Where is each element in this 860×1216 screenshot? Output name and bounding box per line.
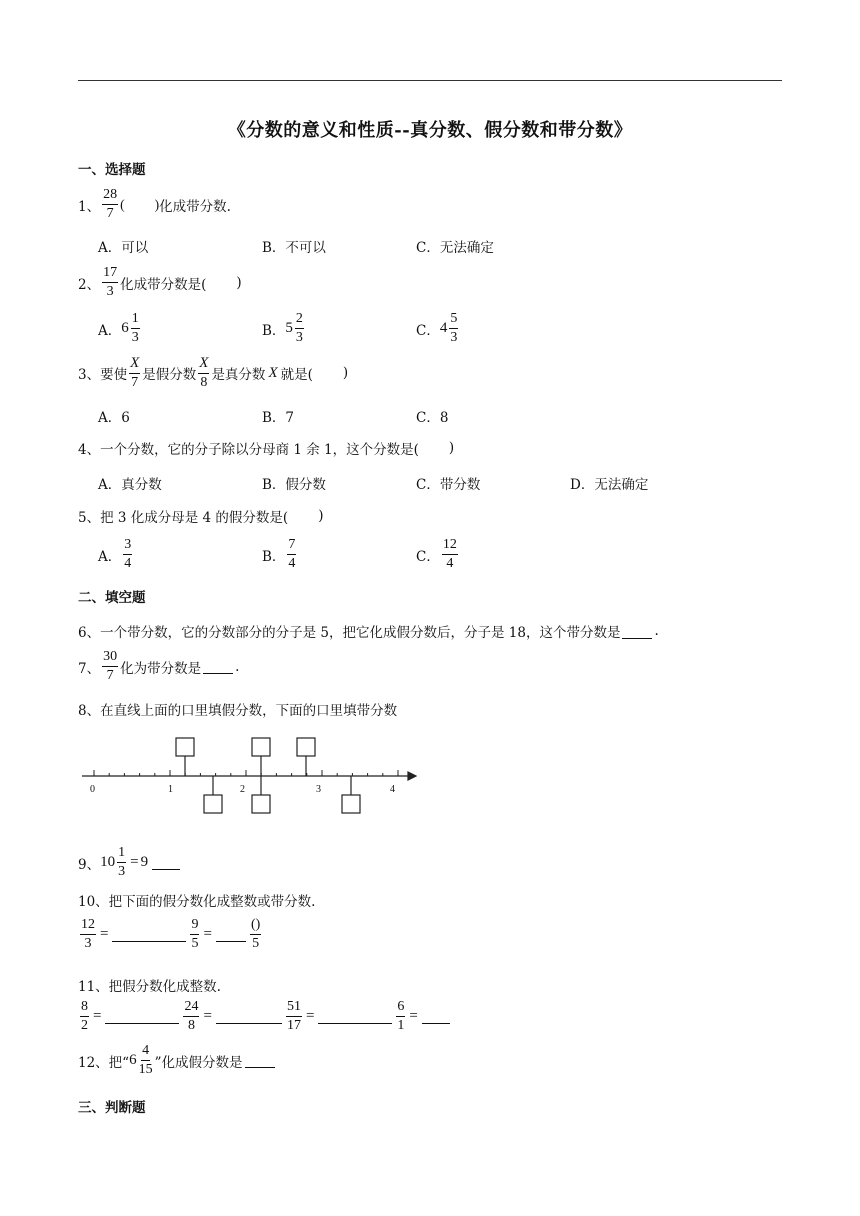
option-b[interactable]: B．假分数 [262,477,326,493]
option-b[interactable]: B．7 [262,410,295,426]
section-heading-fill: 二、填空题 [78,590,146,606]
tick-label-4: 4 [390,784,395,795]
answer-blank[interactable] [152,855,180,870]
question-4: 4、一个分数，它的分子除以分母商 1 余 1，这个分数是( ) [78,440,455,458]
answer-box-below[interactable] [204,795,222,813]
answer-blank[interactable] [245,1053,275,1068]
fraction: $\frac{28}{7}$ [103,187,118,221]
option-a[interactable]: A．真分数 [98,477,162,493]
tick-label-2: 2 [240,784,245,795]
answer-blank[interactable] [216,927,246,942]
question-6: 6、一个带分数，它的分数部分的分子是 5，把它化成假分数后，分子是 18，这个带分数是 . [78,623,659,641]
question-12: 12、把“ 6 $\frac{4}{15}$ ”化成假分数是 [78,1044,277,1077]
option-c[interactable]: C． $\frac{12}{4}$ [416,537,457,571]
option-a[interactable]: A． 6 $\frac{1}{3}$ [98,311,139,345]
answer-box-above[interactable] [252,738,270,756]
fraction: $\frac{17}{3}$ [103,265,118,299]
question-1: 1、 $\frac{28}{7}$ ( ) 化成带分数. [78,187,231,221]
page-title: 《分数的意义和性质--真分数、假分数和带分数》 [227,120,633,141]
option-a[interactable]: A． $\frac{3}{4}$ [98,537,132,571]
answer-blank[interactable] [318,1009,392,1024]
answer-blank[interactable] [112,927,186,942]
arrow-head-icon [408,772,416,780]
number-line-figure [78,732,418,824]
option-a[interactable]: A．可以 [98,240,149,256]
question-10: 10、把下面的假分数化成整数或带分数. [78,894,316,910]
question-7: 7、 $\frac{30}{7}$ 化为带分数是 . [78,649,240,683]
option-d[interactable]: D．无法确定 [570,477,649,493]
tick-label-3: 3 [316,784,321,795]
tick-label-0: 0 [90,784,95,795]
option-c[interactable]: C．8 [416,410,449,426]
option-b[interactable]: B．不可以 [262,240,326,256]
section-heading-judge: 三、判断题 [78,1100,146,1116]
question-9: 9、 10 $\frac{1}{3}$ = 9 [78,846,182,879]
answer-blank[interactable] [105,1009,179,1024]
answer-box-below[interactable] [342,795,360,813]
answer-box-above[interactable] [297,738,315,756]
answer-blank[interactable] [216,1009,282,1024]
option-c[interactable]: C．无法确定 [416,240,494,256]
option-b[interactable]: B． $\frac{7}{4}$ [262,537,296,571]
question-11: 11、把假分数化成整数. [78,979,221,995]
answer-box-above[interactable] [176,738,194,756]
question-3: 3、 要使 $\frac{X}{7}$ 是假分数 $\frac{X}{8}$ 是真分数 X 就是( ) [78,355,349,390]
question-10-expressions: $\frac{12}{3}$ = $\frac{9}{5}$ = $\frac{()}{5}$ [81,917,261,951]
option-c[interactable]: C． 4 $\frac{5}{3}$ [416,311,458,345]
answer-blank[interactable] [422,1009,450,1024]
answer-box-below[interactable] [252,795,270,813]
option-c[interactable]: C．带分数 [416,477,481,493]
header-rule [78,80,782,81]
question-5: 5、把 3 化成分母是 4 的假分数是( ) [78,508,324,526]
section-heading-choice: 一、选择题 [78,162,146,178]
question-11-expressions: $\frac{8}{2}$ = $\frac{24}{8}$ = $\frac{51}{17}$ = $\frac{6}{1}$ = [78,1000,452,1033]
answer-blank[interactable] [203,659,233,674]
answer-blank[interactable] [622,624,652,639]
question-8: 8、在直线上面的口里填假分数，下面的口里填带分数 [78,703,398,719]
option-b[interactable]: B． 5 $\frac{2}{3}$ [262,311,303,345]
question-2: 2、 $\frac{17}{3}$ 化成带分数是( ) [78,265,242,299]
tick-label-1: 1 [168,784,173,795]
option-a[interactable]: A．6 [98,410,130,426]
